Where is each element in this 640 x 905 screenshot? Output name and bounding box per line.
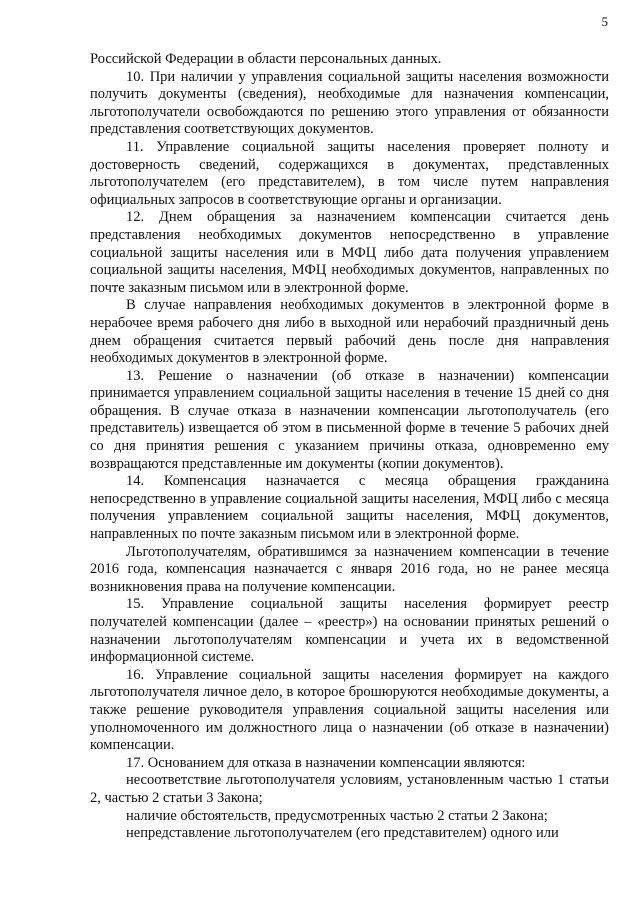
paragraph: 17. Основанием для отказа в назначении компенсации являются: bbox=[126, 754, 526, 771]
paragraph: 15. Управление социальной защиты населения формирует реестр получателей компенсации (далее – «реестр») на основании принятых решений о назначении льготополучателям компенсации и учета их в ведомственной информационной системе. bbox=[90, 596, 609, 666]
paragraph: 16. Управление социальной защиты населения формирует на каждого льготополучателя личное дело, в которое брошюруются необходимые документы, а также решение руководителя управления социальной защиты населения или уполномоченного им должностного лица о назначении (об отказе в назначении) компенсации. bbox=[90, 666, 609, 754]
paragraph: несоответствие льготополучателя условиям, установленным частью 1 статьи 2, частью 2 статьи 3 Закона; bbox=[90, 772, 609, 806]
paragraph: В случае направления необходимых документов в электронной форме в нерабочее время рабочего дня либо в выходной или нерабочий праздничный день днем обращения считается первый рабочий день после дня направления необходимых документов в электронной форме. bbox=[90, 297, 609, 367]
paragraph: 11. Управление социальной защиты населения проверяет полноту и достоверность сведений, содержащихся в документах, представленных льготополучателем (его представителем), в том числе путем направления официальных запросов в соответствующие органы и организации. bbox=[90, 138, 609, 208]
document-body bbox=[90, 51, 609, 843]
paragraph: Льготополучателям, обратившимся за назначением компенсации в течение 2016 года, компенсация назначается с января 2016 года, но не ранее месяца возникновения права на получение компенсации. bbox=[90, 543, 609, 595]
paragraph: непредставление льготополучателем (его представителем) одного или bbox=[126, 825, 559, 842]
paragraph: 12. Днем обращения за назначением компенсации считается день представления необходимых документов непосредственно в управление социальной защиты населения или в МФЦ либо дата получения управлением социальной защиты населения, МФЦ необходимых документов, направленных по почте заказным письмом или в электронной форме. bbox=[90, 209, 609, 296]
paragraph: 13. Решение о назначении (об отказе в назначении) компенсации принимается управлением социальной защиты населения в течение 15 дней со дня обращения. В случае отказа в назначении компенсации льготополучатель (его представитель) извещается об этом в письменной форме в течение 5 рабочих дней со дня принятия решения с указанием причины отказа, одновременно ему возвращаются представленные им документы (копии документов). bbox=[90, 367, 609, 472]
paragraph: 10. При наличии у управления социальной защиты населения возможности получить документы (сведения), необходимые для назначения компенсации, льготополучатели освобождаются по решению этого управления от обязанности представления соответствующих документов. bbox=[90, 68, 609, 138]
page-number: 5 bbox=[601, 14, 608, 29]
paragraph: наличие обстоятельств, предусмотренных частью 2 статьи 2 Закона; bbox=[126, 807, 548, 824]
paragraph: Российской Федерации в области персональных данных. bbox=[90, 51, 442, 67]
paragraph: 14. Компенсация назначается с месяца обращения гражданина непосредственно в управление социальной защиты населения, МФЦ либо с месяца получения управлением социальной защиты населения, МФЦ документов, направленных по почте заказным письмом или в электронной форме. bbox=[90, 473, 609, 543]
